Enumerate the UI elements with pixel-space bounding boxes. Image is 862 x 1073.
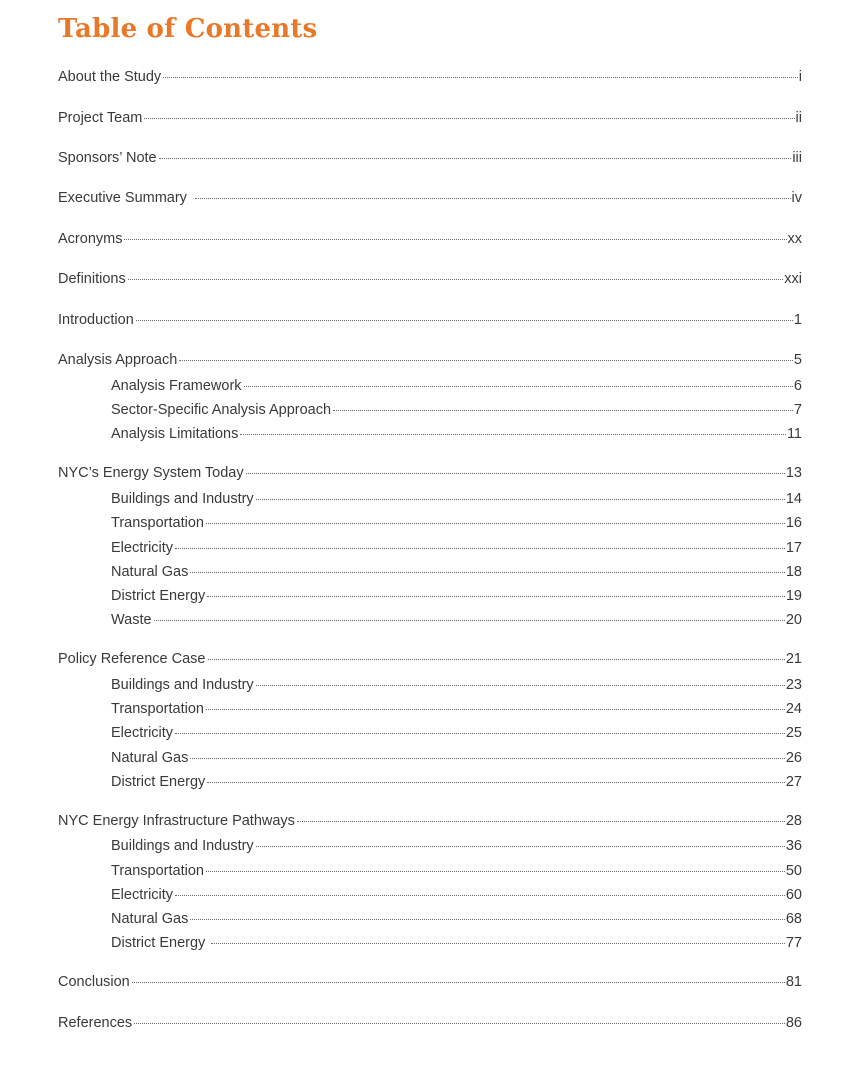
toc-entry[interactable] — [58, 973, 802, 991]
dot-leader — [256, 846, 785, 847]
toc-entry[interactable] — [58, 189, 802, 207]
toc-entry-page: xx — [787, 231, 802, 247]
toc-entry[interactable] — [58, 68, 802, 86]
toc-entry-label: Transportation — [111, 515, 204, 531]
toc-entry-label: Analysis Framework — [111, 378, 242, 394]
toc-entry-label: Electricity — [111, 540, 174, 556]
toc-entry[interactable] — [58, 351, 802, 369]
toc-entry-label: Sponsors’ Note — [58, 150, 157, 166]
toc-entry-page: 81 — [785, 974, 802, 990]
toc-entry-page: 23 — [785, 677, 802, 693]
toc-subentry[interactable] — [111, 611, 802, 629]
toc-subentry[interactable] — [111, 886, 802, 904]
toc-entry-label: Conclusion — [58, 974, 130, 990]
dot-leader — [190, 919, 784, 920]
toc-entry-page: 1 — [793, 312, 802, 328]
toc-entry-label: Buildings and Industry — [111, 677, 254, 693]
toc-entry-label: About the Study — [58, 69, 162, 85]
toc-entry-page: 77 — [785, 935, 802, 951]
toc-entry-label: NYC Energy Infrastructure Pathways — [58, 813, 295, 829]
toc-entry[interactable] — [58, 149, 802, 167]
toc-entry-label: Electricity — [111, 725, 174, 741]
toc-subentry[interactable] — [111, 934, 802, 952]
toc-entry-page: 5 — [793, 352, 802, 368]
dot-leader — [297, 821, 785, 822]
dot-leader — [208, 659, 785, 660]
toc-entry-page: 11 — [786, 426, 802, 442]
dot-leader — [240, 434, 786, 435]
toc-entry-label: Introduction — [58, 312, 134, 328]
toc-subentry[interactable] — [111, 700, 802, 718]
toc-entry-label: Definitions — [58, 271, 126, 287]
toc-entry-label: Buildings and Industry — [111, 491, 254, 507]
toc-entry-page: 13 — [785, 465, 802, 481]
dot-leader — [195, 198, 791, 199]
toc-entry[interactable] — [58, 270, 802, 288]
dot-leader — [134, 1023, 785, 1024]
toc-entry-page: 17 — [785, 540, 802, 556]
dot-leader — [333, 410, 793, 411]
toc-entry[interactable] — [58, 230, 802, 248]
toc-subentry[interactable] — [111, 425, 802, 443]
toc-entry[interactable] — [58, 650, 802, 668]
toc-entry-label: References — [58, 1015, 133, 1031]
toc-entry-page: 6 — [793, 378, 802, 394]
toc-entry-page: 14 — [785, 491, 802, 507]
toc-entry-page: 20 — [785, 612, 802, 628]
toc-subentry[interactable] — [111, 490, 802, 508]
toc-entry-page: 36 — [785, 838, 802, 854]
dot-leader — [256, 499, 785, 500]
toc-entry-page: 18 — [785, 564, 802, 580]
dot-leader — [206, 871, 785, 872]
dot-leader — [190, 758, 784, 759]
dot-leader — [163, 77, 798, 78]
dot-leader — [132, 982, 785, 983]
toc-subentry[interactable] — [111, 377, 802, 395]
toc-entry-label: Project Team — [58, 110, 143, 126]
dot-leader — [244, 386, 793, 387]
dot-leader — [190, 572, 784, 573]
toc-subentry[interactable] — [111, 539, 802, 557]
dot-leader — [128, 279, 784, 280]
toc-subentry[interactable] — [111, 401, 802, 419]
toc-subentry[interactable] — [111, 563, 802, 581]
toc-entry-label: District Energy — [111, 588, 206, 604]
toc-entry-label: Transportation — [111, 863, 204, 879]
toc-entry-page: 86 — [785, 1015, 802, 1031]
toc-entry-page: iii — [792, 150, 802, 166]
toc-subentry[interactable] — [111, 749, 802, 767]
toc-entry-page: iv — [791, 190, 802, 206]
toc-entry-label: Natural Gas — [111, 750, 189, 766]
toc-entry-page: i — [798, 69, 802, 85]
toc-subentry[interactable] — [111, 837, 802, 855]
toc-entry-page: 25 — [785, 725, 802, 741]
dot-leader — [211, 943, 785, 944]
dot-leader — [175, 548, 785, 549]
toc-entry[interactable] — [58, 109, 802, 127]
toc-entry-page: 16 — [785, 515, 802, 531]
toc-subentry[interactable] — [111, 676, 802, 694]
dot-leader — [175, 895, 785, 896]
dot-leader — [154, 620, 785, 621]
toc-entry-label: Waste — [111, 612, 152, 628]
dot-leader — [144, 118, 794, 119]
dot-leader — [179, 360, 793, 361]
toc-entry[interactable] — [58, 812, 802, 830]
toc-entry-page: 60 — [785, 887, 802, 903]
toc-entry-label: Executive Summary — [58, 190, 187, 206]
dot-leader — [175, 733, 785, 734]
toc-entry[interactable] — [58, 464, 802, 482]
toc-subentry[interactable] — [111, 862, 802, 880]
toc-entry-page: 68 — [785, 911, 802, 927]
toc-entry-label: NYC’s Energy System Today — [58, 465, 244, 481]
toc-entry-label: Acronyms — [58, 231, 123, 247]
toc-entry-label: Buildings and Industry — [111, 838, 254, 854]
toc-subentry[interactable] — [111, 514, 802, 532]
toc-entry-label: Policy Reference Case — [58, 651, 206, 667]
dot-leader — [206, 709, 785, 710]
toc-entry-page: 7 — [793, 402, 802, 418]
toc-subentry[interactable] — [111, 587, 802, 605]
toc-entry-label: District Energy — [111, 774, 206, 790]
dot-leader — [207, 596, 785, 597]
dot-leader — [206, 523, 785, 524]
toc-subentry[interactable] — [111, 773, 802, 791]
toc-entry-label: Natural Gas — [111, 911, 189, 927]
toc-subentry[interactable] — [111, 724, 802, 742]
toc-entry-page: 50 — [785, 863, 802, 879]
toc-entry-page: 26 — [785, 750, 802, 766]
dot-leader — [246, 473, 785, 474]
toc-entry-page: 19 — [785, 588, 802, 604]
toc-entry-label: Sector-Specific Analysis Approach — [111, 402, 332, 418]
toc-entry[interactable] — [58, 311, 802, 329]
toc-entry-label: District Energy — [111, 935, 206, 951]
toc-entry-label: Analysis Limitations — [111, 426, 239, 442]
toc-entry-page: 28 — [785, 813, 802, 829]
toc-entry-label: Natural Gas — [111, 564, 189, 580]
dot-leader — [207, 782, 785, 783]
dot-leader — [136, 320, 793, 321]
dot-leader — [124, 239, 786, 240]
toc-entry-label: Transportation — [111, 701, 204, 717]
toc-subentry[interactable] — [111, 910, 802, 928]
toc-entry[interactable] — [58, 1014, 802, 1032]
page-title: Table of Contents — [58, 14, 318, 44]
toc-entry-page: 24 — [785, 701, 802, 717]
toc-entry-label: Analysis Approach — [58, 352, 178, 368]
toc-entry-label: Electricity — [111, 887, 174, 903]
dot-leader — [256, 685, 785, 686]
toc-entry-page: 21 — [785, 651, 802, 667]
toc-entry-page: ii — [795, 110, 802, 126]
toc-entry-page: xxi — [784, 271, 802, 287]
dot-leader — [159, 158, 792, 159]
toc-entry-page: 27 — [785, 774, 802, 790]
